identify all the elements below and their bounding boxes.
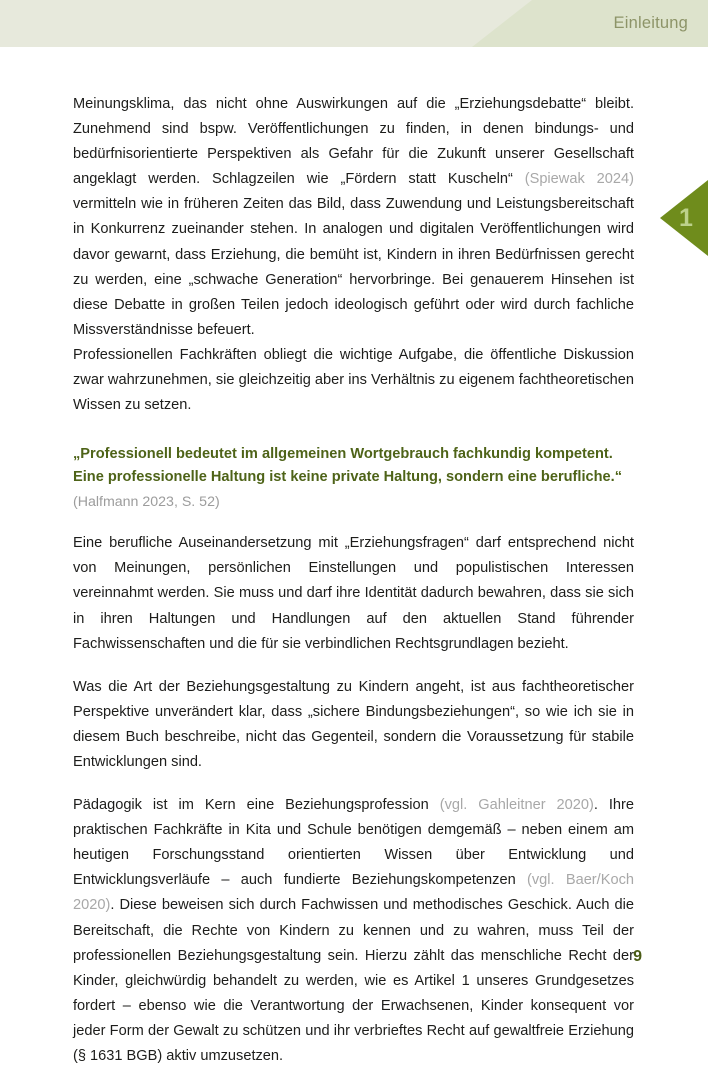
pull-quote-block (73, 443, 634, 513)
running-head-title: Einleitung (613, 14, 688, 32)
body-paragraph: Was die Art der Beziehungsgestaltung zu Kindern angeht, ist aus fachtheoretischer Perspektive unverändert klar, dass „sichere Bindungsbeziehungen“, so wie ich sie in diesem Buch beschreibe, nicht das Gegenteil, sondern die Voraussetzung für stabile Entwicklungen sind. (73, 678, 634, 770)
pull-quote-attribution: (Halfmann 2023, S. 52) (73, 494, 220, 511)
body-paragraphs-before-quote (73, 92, 634, 418)
body-paragraph: Pädagogik ist im Kern eine Beziehungsprofession (vgl. Gahleitner 2020). Ihre praktischen Fachkräfte in Kita und Schule benötigen demgemäß – neben einem am heutigen Forschungsstand orientierten Wissen über Entwicklung und Entwicklungsverläufe – auch fundierte Beziehungskompetenzen (vgl. Baer/Koch 2020). Diese beweisen sich durch Fachwissen und methodisches Geschick. Auch die Bereitschaft, die Rechte von Kindern zu kennen und zu wahren, muss Teil der professionellen Beziehungsgestaltung sein. Hierzu zählt das menschliche Recht der Kinder, gleichwürdig behandelt zu werden, wie es Artikel 1 unseres Grundgesetzes fordert – ebenso wie die Verantwortung der Erwachsenen, Kinder konsequent vor jeder Form der Gewalt zu schützen und ihr verbrieftes Recht auf gewaltfreie Erziehung (§ 1631 BGB) aktiv umzusetzen. (73, 797, 634, 1064)
pull-quote-text: „Professionell bedeutet im allgemeinen Wortgebrauch fachkundig kompetent. Eine professionelle Haltung ist keine private Haltung, sondern eine berufliche.“ (73, 446, 623, 486)
running-head-band (0, 0, 708, 47)
body-paragraph: Eine berufliche Auseinandersetzung mit „Erziehungsfragen“ darf entsprechend nicht von Meinungen, persönlichen Einstellungen und populistischen Interessen vereinnahmt werden. Sie muss und darf ihre Identität dadurch bewahren, dass sie sich in ihren Haltungen und Handlungen auf den aktuellen Stand führender Fachwissenschaften und die für sie verbindlichen Rechtsgrundlagen bezieht. (73, 535, 634, 652)
body-paragraphs-after-quote (73, 531, 634, 1069)
page-text-column (73, 92, 634, 1069)
body-paragraph: Professionellen Fachkräften obliegt die wichtige Aufgabe, die öffentliche Diskussion zwar wahrzunehmen, sie gleichzeitig aber ins Verhältnis zu eigenem fachtheoretischen Wissen zu setzen. (73, 346, 634, 414)
inline-citation: (vgl. Gahleitner 2020) (439, 797, 594, 814)
body-paragraph: Meinungsklima, das nicht ohne Auswirkungen auf die „Erziehungsdebatte“ bleibt. Zunehmend sind bspw. Veröffentlichungen zu finden, in denen bindungs- und bedürfnisorientierte Perspektiven als Gefahr für die Zukunft unserer Gesellschaft angeklagt werden. Schlagzeilen wie „Fördern statt Kuscheln“ (Spiewak 2024) vermitteln wie in früheren Zeiten das Bild, dass Zuwendung und Leistungsbereitschaft in Konkurrenz zueinander stehen. In analogen und digitalen Veröffentlichungen wird davor gewarnt, dass Erziehung, die bemüht ist, Kindern in ihren Bedürfnissen gerecht zu werden, eine „schwache Generation“ hervorbringe. Bei genauerem Hinsehen ist diese Debatte in großen Teilen jedoch ideologisch geführt oder wird durch fachliche Missverständnisse befeuert. (73, 96, 634, 338)
inline-citation: (Spiewak 2024) (524, 171, 634, 188)
chapter-number-label: 1 (679, 204, 693, 232)
page-number: 9 (633, 948, 642, 965)
inline-citation: (vgl. Baer/Koch 2020) (73, 872, 634, 914)
